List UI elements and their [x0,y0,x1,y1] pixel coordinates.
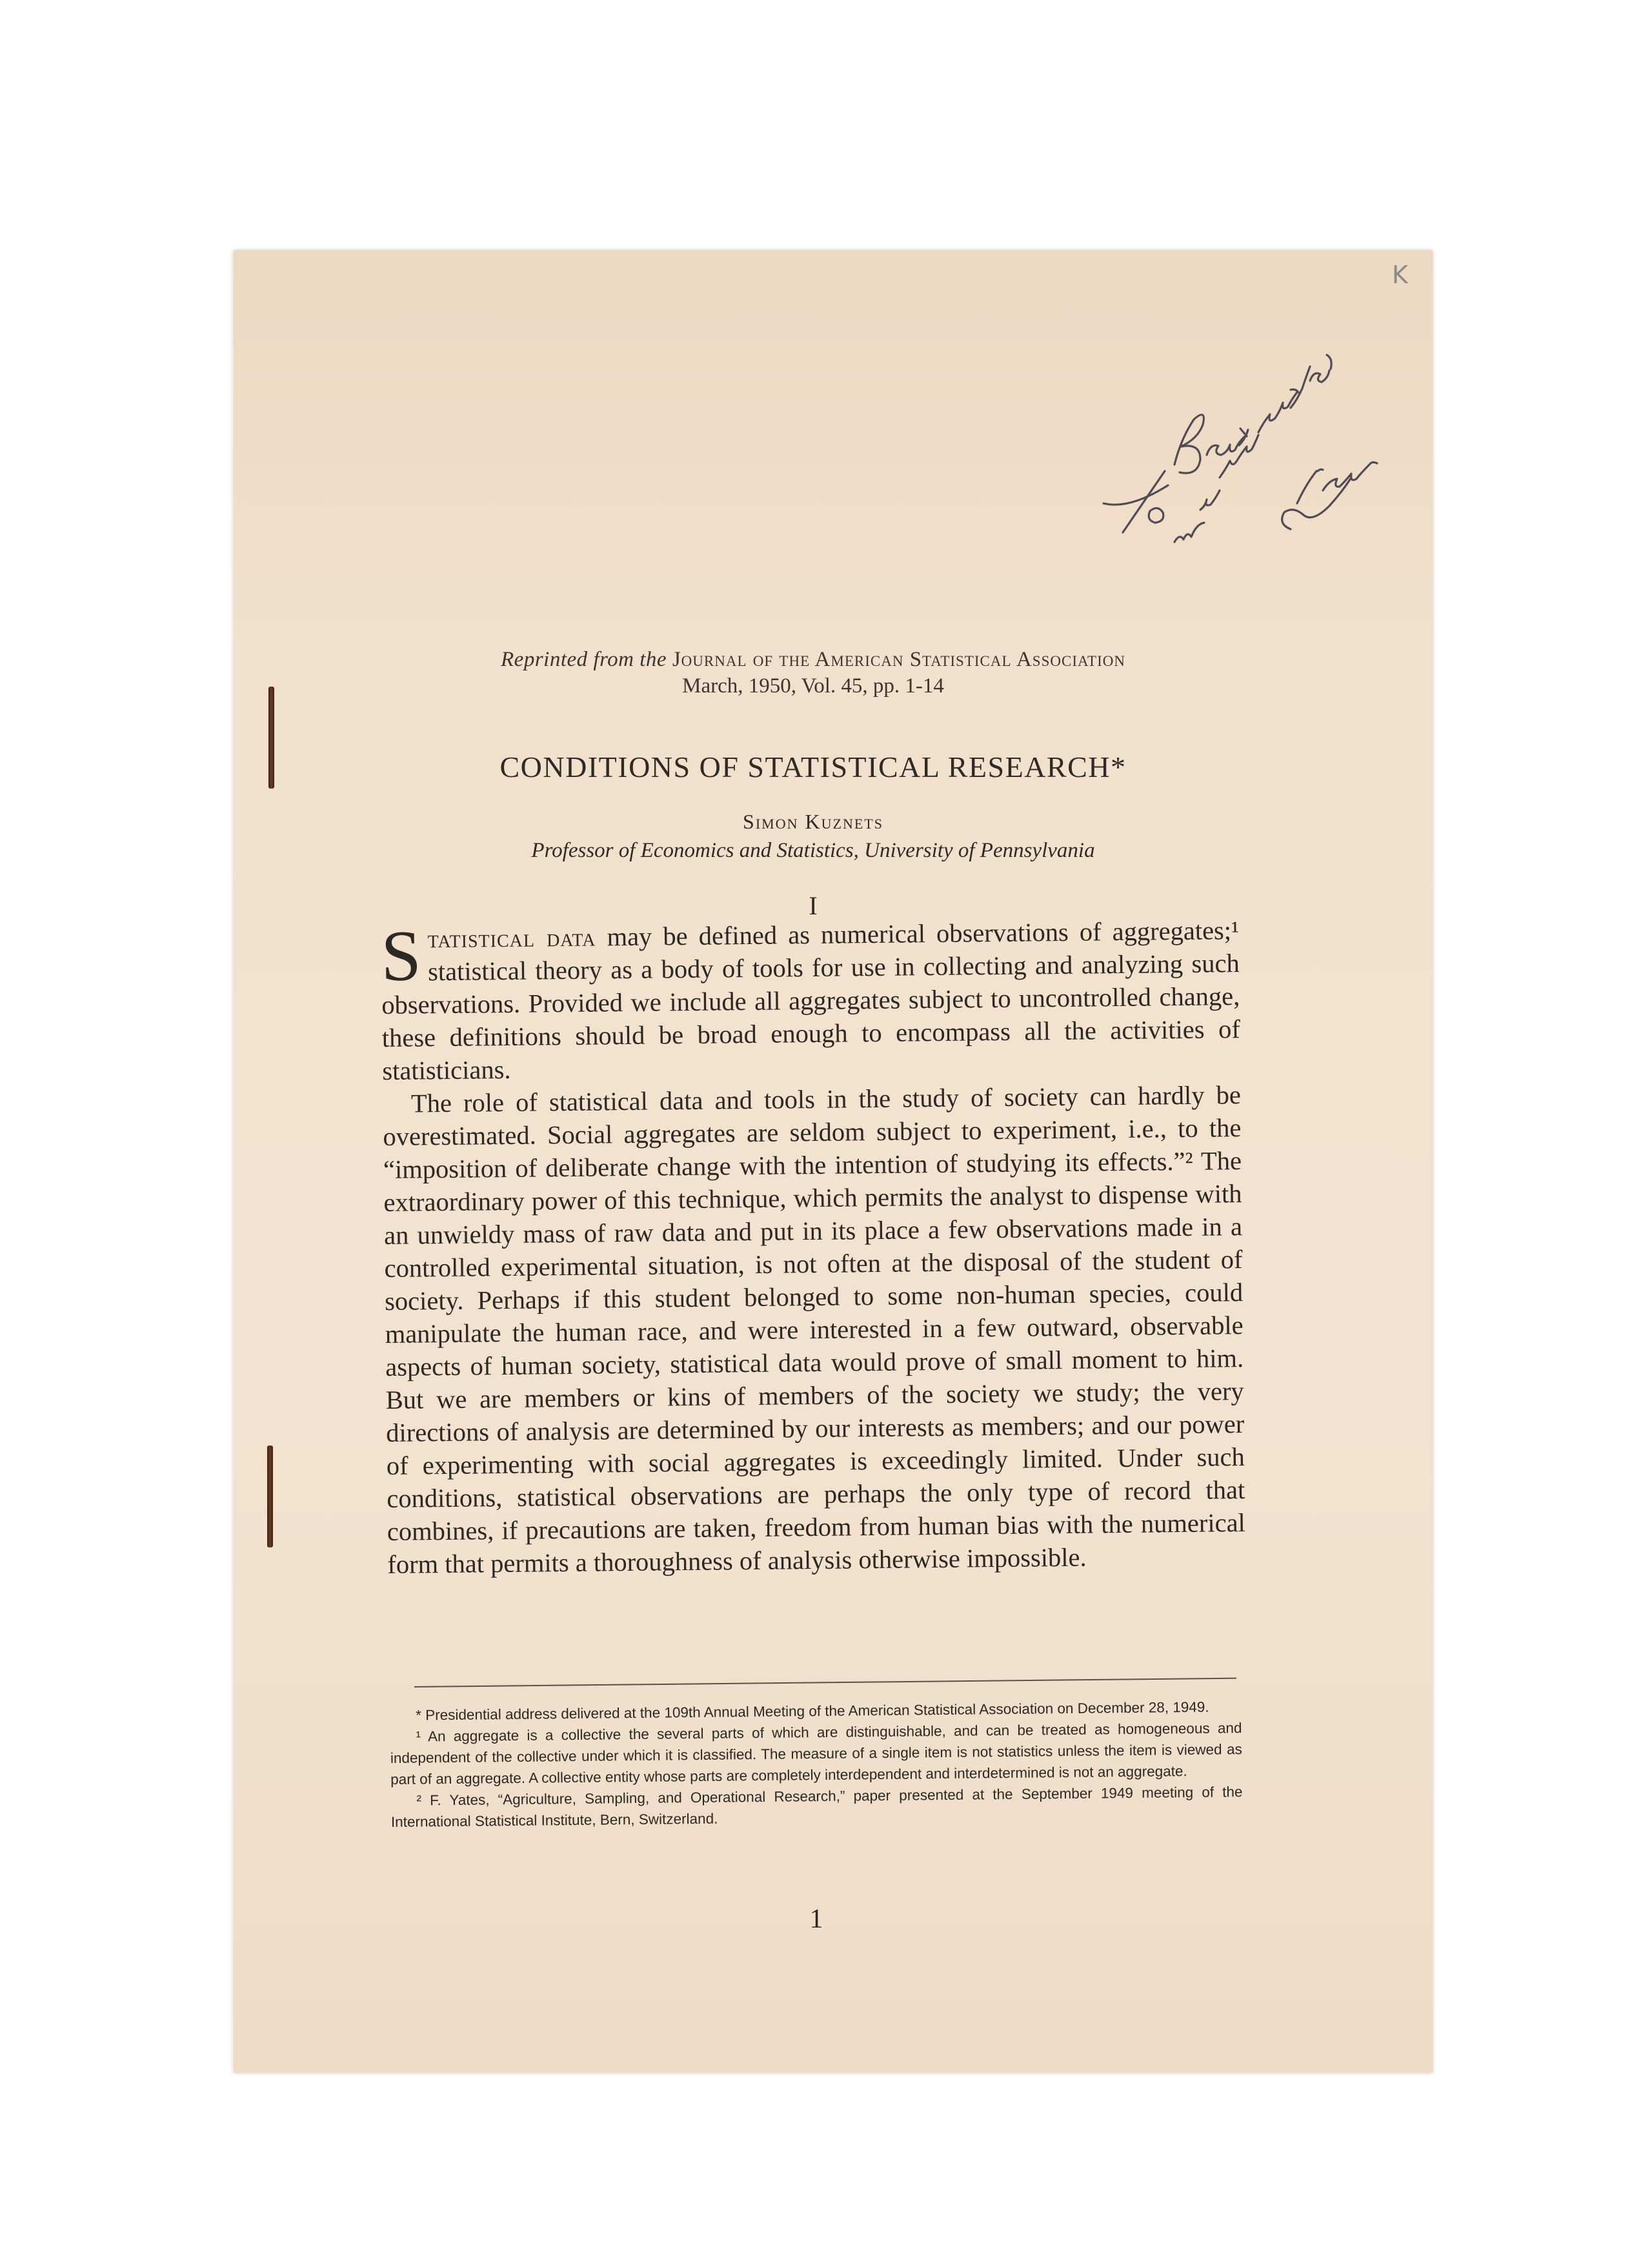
article-title: CONDITIONS OF STATISTICAL RESEARCH* [499,750,1127,783]
paragraph-1 [381,914,1241,1087]
footnotes [390,1696,1243,1833]
bottom-staple [267,1445,273,1547]
footnote-1: ¹ An aggregate is a collective the several parts of which are distinguishable, and can be treated as homogeneous and independent of the collective under which it is classified. The measure of a single item is not statistics unless the item is viewed as part of an aggregate. A collective entity whose parts are completely interdependent and interdetermined is not an aggregate. [390,1720,1242,1788]
footnote-presidential: * Presidential address delivered at the 109th Annual Meeting of the American Statistical Association on December 28, 1949. [416,1698,1209,1724]
footnote-2: ² F. Yates, “Agriculture, Sampling, and Operational Research,” paper presented at the September 1949 meeting of the International Statistical Institute, Bern, Switzerland. [390,1784,1243,1830]
article-author: Simon Kuznets [743,810,883,833]
paragraph-2: The role of statistical data and tools in the study of society can hardly be overestimated. Social aggregates are seldom subject to experiment, i.e., to the “imposition of deliberate change with the intention of studying its effects.”² The extraordinary power of this technique, which permits the analyst to dispense with an unwieldy mass of raw data and put in its place a few observations made in a controlled experimental situation, is not often at the disposal of the student of society. Perhaps if this student belonged to some non-human species, could manipulate the human race, and were interested in a few outward, observable aspects of human society, statistical data would prove of small moment to him. But we are members or kins of members of the society we study; the very directions of analysis are determined by our interests as members; and our power of experimenting with social aggregates is exceedingly limited. Under such conditions, statistical observations are perhaps the only type of record that combines, if precautions are taken, freedom from human bias with the numerical form that permits a thoroughness of analysis otherwise impossible. [383,1080,1246,1579]
article-body [381,914,1246,1581]
author-affiliation: Professor of Economics and Statistics, University of Pennsylvania [531,839,1095,862]
section-number: I [809,891,818,920]
handwritten-inscription [1078,310,1413,581]
top-staple [268,687,274,789]
reprint-intro: Reprinted from the [501,648,667,671]
corner-pencil-mark: K [1392,261,1408,289]
lead-in: tatistical data [427,922,596,954]
paragraph-1-text: may be defined as numerical observations of aggregates;¹ statistical theory as a body of tools for use in collecting and analyzing such observations. Provided we include all aggregates subject to uncontrolled change, these definitions should be broad enough to encompass all the activities of statisticians. [381,916,1241,1085]
reprint-line [361,648,1265,672]
issue-date: March, 1950, Vol. 45, pp. 1-14 [682,674,944,698]
drop-cap: S [380,916,422,996]
page-number: 1 [809,1904,823,1934]
journal-name: Journal of the American Statistical Association [672,648,1125,671]
